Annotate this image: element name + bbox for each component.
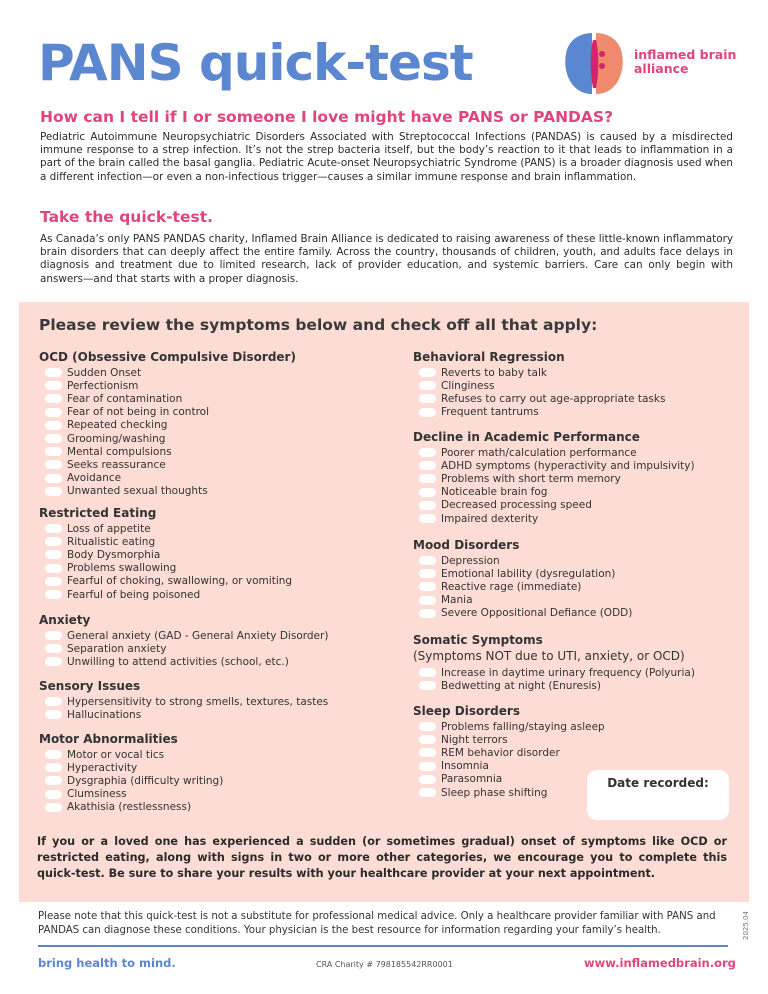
- group-title: Restricted Eating: [39, 506, 157, 520]
- symptom-label: Parasomnia: [441, 773, 503, 786]
- symptom-label: Hallucinations: [67, 708, 142, 721]
- symptom-label: Avoidance: [67, 472, 122, 485]
- symptom-label: Depression: [441, 554, 500, 567]
- website-url: www.inflamedbrain.org: [584, 956, 736, 970]
- symptom-label: Decreased processing speed: [441, 499, 592, 512]
- symptom-item[interactable]: [39, 379, 296, 392]
- symptom-group-anxiety: [39, 613, 328, 669]
- tagline: bring health to mind.: [38, 956, 176, 970]
- symptom-checkbox[interactable]: [45, 550, 62, 559]
- symptom-item[interactable]: [413, 366, 665, 379]
- symptom-item[interactable]: [413, 720, 605, 733]
- checklist-instruction: Please review the symptoms below and check off all that apply:: [39, 316, 598, 334]
- symptom-label: Sudden Onset: [67, 366, 142, 379]
- symptom-item[interactable]: [413, 607, 632, 620]
- symptom-checkbox[interactable]: [419, 609, 436, 618]
- symptom-checkbox[interactable]: [419, 394, 436, 403]
- intro-paragraph: Pediatric Autoimmune Neuropsychiatric Disorders Associated with Streptococcal Infections (PANDAS) is caused by a misdirected immune response to a strep infection. It’s not the strep bacteria itself, but the body’s reaction to it that leads to inflammation in a part of the brain called the basal ganglia. Pediatric Acute-onset Neuropsychiatric Syndrome (PANS) is a broader diagnosis used when a different infection—or even a non-infectious trigger—causes a similar immune response and brain inflammation.: [40, 131, 733, 183]
- symptom-label: Sleep phase shifting: [441, 786, 548, 799]
- symptom-label: Seeks reassurance: [67, 458, 166, 471]
- symptom-label: Fearful of being poisoned: [67, 588, 201, 601]
- symptom-item[interactable]: [39, 655, 328, 668]
- symptom-label: Perfectionism: [67, 379, 139, 392]
- logo: [562, 30, 742, 96]
- symptom-checkbox[interactable]: [45, 434, 62, 443]
- symptom-item[interactable]: [413, 594, 632, 607]
- symptom-checkbox[interactable]: [419, 668, 436, 677]
- symptom-label: Repeated checking: [67, 419, 168, 432]
- symptom-label: Hyperactivity: [67, 761, 138, 774]
- symptom-checkbox[interactable]: [45, 447, 62, 456]
- symptom-item[interactable]: [39, 445, 296, 458]
- symptom-label: Mental compulsions: [67, 445, 172, 458]
- symptom-label: Fear of contamination: [67, 392, 183, 405]
- symptom-item[interactable]: [413, 760, 605, 773]
- symptom-checkbox[interactable]: [45, 564, 62, 573]
- symptom-checkbox[interactable]: [419, 596, 436, 605]
- symptom-item[interactable]: [413, 679, 695, 692]
- symptom-group-sleep-disorders: [413, 704, 605, 799]
- symptom-label: Reactive rage (immediate): [441, 580, 582, 593]
- charity-number: CRA Charity # 798185542RR0001: [316, 960, 453, 969]
- symptom-group-ocd: [39, 350, 296, 498]
- date-recorded-label: Date recorded:: [607, 776, 709, 790]
- symptom-item[interactable]: [413, 459, 695, 472]
- intro-question: How can I tell if I or someone I love might have PANS or PANDAS?: [40, 108, 614, 126]
- footer-divider: [38, 945, 728, 947]
- symptom-item[interactable]: [413, 499, 695, 512]
- symptom-item[interactable]: [39, 695, 328, 708]
- symptom-item[interactable]: [413, 580, 632, 593]
- symptom-checkbox[interactable]: [45, 577, 62, 586]
- symptom-label: General anxiety (GAD - General Anxiety Disorder): [67, 629, 329, 642]
- symptom-item[interactable]: [39, 642, 328, 655]
- symptom-checkbox[interactable]: [45, 381, 62, 390]
- symptom-checkbox[interactable]: [45, 697, 62, 706]
- group-title: Motor Abnormalities: [39, 732, 178, 746]
- symptom-checkbox[interactable]: [45, 790, 62, 799]
- symptom-item[interactable]: [39, 761, 223, 774]
- symptom-checkbox[interactable]: [419, 501, 436, 510]
- symptom-label: Fearful of choking, swallowing, or vomiting: [67, 575, 293, 588]
- logo-text-line2: alliance: [634, 61, 689, 76]
- symptom-checkbox[interactable]: [419, 762, 436, 771]
- symptom-group-decline-in-academic-performance: [413, 430, 695, 525]
- symptom-checkbox[interactable]: [419, 474, 436, 483]
- symptom-label: Hypersensitivity to strong smells, textures, tastes: [67, 695, 329, 708]
- symptom-item[interactable]: [39, 788, 223, 801]
- symptom-checkbox[interactable]: [45, 474, 62, 483]
- symptom-checklist-panel: [19, 302, 749, 902]
- symptom-label: REM behavior disorder: [441, 746, 560, 759]
- date-recorded-field[interactable]: [587, 770, 729, 820]
- symptom-checkbox[interactable]: [419, 488, 436, 497]
- symptom-item[interactable]: [39, 629, 328, 642]
- symptom-checkbox[interactable]: [419, 448, 436, 457]
- symptom-item[interactable]: [413, 392, 665, 405]
- symptom-label: Clinginess: [441, 379, 495, 392]
- symptom-label: ADHD symptoms (hyperactivity and impulsivity): [441, 459, 695, 472]
- symptom-item[interactable]: [39, 748, 223, 761]
- symptom-checkbox[interactable]: [45, 590, 62, 599]
- symptom-label: Problems falling/staying asleep: [441, 720, 605, 733]
- symptom-checkbox[interactable]: [45, 631, 62, 640]
- symptom-item[interactable]: [39, 535, 292, 548]
- symptom-item[interactable]: [39, 548, 292, 561]
- quicktest-heading: Take the quick-test.: [40, 208, 214, 226]
- symptom-item[interactable]: [413, 512, 695, 525]
- symptom-label: Emotional lability (dysregulation): [441, 567, 616, 580]
- symptom-label: Loss of appetite: [67, 522, 151, 535]
- symptom-label: Noticeable brain fog: [441, 486, 548, 499]
- symptom-checkbox[interactable]: [419, 514, 436, 523]
- closing-statement: If you or a loved one has experienced a sudden (or sometimes gradual) onset of symptoms like OCD or restricted eating, along with signs in two or more other categories, we encourage you to complete this quick-test. Be sure to share your results with your healthcare provider at your next appointment.: [37, 835, 727, 880]
- symptom-checkbox[interactable]: [45, 763, 62, 772]
- symptom-checkbox[interactable]: [45, 750, 62, 759]
- symptom-checkbox[interactable]: [419, 408, 436, 417]
- symptom-checkbox[interactable]: [419, 775, 436, 784]
- symptom-label: Clumsiness: [67, 788, 127, 801]
- symptom-item[interactable]: [39, 419, 296, 432]
- symptom-item[interactable]: [413, 666, 695, 679]
- group-title: Behavioral Regression: [413, 350, 565, 364]
- symptom-item[interactable]: [39, 406, 296, 419]
- symptom-checkbox[interactable]: [45, 421, 62, 430]
- symptom-checkbox[interactable]: [419, 788, 436, 797]
- symptom-item[interactable]: [413, 472, 695, 485]
- symptom-item[interactable]: [413, 733, 605, 746]
- symptom-checkbox[interactable]: [419, 582, 436, 591]
- symptom-label: Unwanted sexual thoughts: [67, 485, 208, 498]
- group-title: Anxiety: [39, 613, 91, 627]
- symptom-label: Separation anxiety: [67, 642, 167, 655]
- symptom-item[interactable]: [413, 773, 605, 786]
- symptom-item[interactable]: [413, 446, 695, 459]
- symptom-checkbox[interactable]: [45, 368, 62, 377]
- symptom-item[interactable]: [39, 392, 296, 405]
- symptom-group-behavioral-regression: [413, 350, 665, 419]
- symptom-checkbox[interactable]: [45, 644, 62, 653]
- symptom-item[interactable]: [413, 746, 605, 759]
- symptom-label: Fear of not being in control: [67, 406, 210, 419]
- symptom-label: Grooming/washing: [67, 432, 166, 445]
- symptom-checkbox[interactable]: [419, 681, 436, 690]
- symptom-label: Poorer math/calculation performance: [441, 446, 637, 459]
- version-code: 2025.04: [742, 911, 750, 940]
- symptom-checkbox[interactable]: [45, 537, 62, 546]
- symptom-item[interactable]: [413, 554, 632, 567]
- symptom-item[interactable]: [39, 774, 223, 787]
- symptom-group-somatic-symptoms: [413, 633, 695, 692]
- symptom-checkbox[interactable]: [419, 556, 436, 565]
- symptom-label: Ritualistic eating: [67, 535, 156, 548]
- symptom-label: Refuses to carry out age-appropriate tasks: [441, 392, 666, 405]
- symptom-item[interactable]: [413, 786, 605, 799]
- symptom-item[interactable]: [39, 801, 223, 814]
- symptom-group-restricted-eating: [39, 506, 292, 601]
- symptom-item[interactable]: [413, 406, 665, 419]
- symptom-checkbox[interactable]: [419, 381, 436, 390]
- symptom-item[interactable]: [413, 379, 665, 392]
- symptom-label: Insomnia: [441, 760, 489, 773]
- symptom-checkbox[interactable]: [45, 487, 62, 496]
- group-title: OCD (Obsessive Compulsive Disorder): [39, 350, 296, 364]
- symptom-label: Body Dysmorphia: [67, 548, 161, 561]
- logo-text-line1: inflamed brain: [634, 47, 737, 62]
- symptom-item[interactable]: [39, 708, 328, 721]
- group-title: Sensory Issues: [39, 679, 141, 693]
- symptom-item[interactable]: [39, 575, 292, 588]
- symptom-label: Unwilling to attend activities (school, etc.): [67, 655, 289, 668]
- symptom-item[interactable]: [39, 432, 296, 445]
- brain-logo-icon: [562, 30, 626, 96]
- symptom-item[interactable]: [39, 522, 292, 535]
- symptom-checkbox[interactable]: [419, 368, 436, 377]
- symptom-label: Dysgraphia (difficulty writing): [67, 774, 224, 787]
- symptom-group-motor-abnormalities: [39, 732, 223, 814]
- symptom-label: Reverts to baby talk: [441, 366, 547, 379]
- group-title: Mood Disorders: [413, 538, 520, 552]
- symptom-checkbox[interactable]: [45, 803, 62, 812]
- symptom-checkbox[interactable]: [419, 735, 436, 744]
- symptom-checkbox[interactable]: [419, 722, 436, 731]
- symptom-group-mood-disorders: [413, 538, 632, 620]
- disclaimer: Please note that this quick-test is not a substitute for professional medical advice. Only a healthcare provider familiar with PANS and PANDAS can diagnose these conditions. Your physician is the best resource for information regarding your family’s health.: [38, 911, 716, 936]
- symptom-checkbox[interactable]: [419, 748, 436, 757]
- symptom-item[interactable]: [413, 486, 695, 499]
- symptom-item[interactable]: [39, 472, 296, 485]
- symptom-label: Motor or vocal tics: [67, 748, 165, 761]
- symptom-label: Mania: [441, 594, 473, 607]
- quicktest-paragraph: As Canada’s only PANS PANDAS charity, Inflamed Brain Alliance is dedicated to raising awareness of these little-known inflammatory brain disorders that can deeply affect the entire family. Across the country, thousands of children, youth, and adults face delays in diagnosis and treatment due to limited research, lack of provider education, and systemic barriers. Care can only begin with answers—and that starts with a proper diagnosis.: [40, 233, 733, 285]
- symptom-checkbox[interactable]: [45, 460, 62, 469]
- symptom-label: Akathisia (restlessness): [67, 801, 192, 814]
- symptom-label: Bedwetting at night (Enuresis): [441, 679, 601, 692]
- symptom-label: Impaired dexterity: [441, 512, 539, 525]
- symptom-label: Problems swallowing: [67, 562, 177, 575]
- symptom-label: Increase in daytime urinary frequency (Polyuria): [441, 666, 695, 679]
- symptom-item[interactable]: [39, 588, 292, 601]
- symptom-item[interactable]: [39, 366, 296, 379]
- symptom-item[interactable]: [413, 567, 632, 580]
- logo-text: [634, 48, 736, 76]
- symptom-checkbox[interactable]: [45, 524, 62, 533]
- symptom-checkbox[interactable]: [45, 394, 62, 403]
- symptom-checkbox[interactable]: [419, 569, 436, 578]
- group-title: Decline in Academic Performance: [413, 430, 640, 444]
- symptom-item[interactable]: [39, 562, 292, 575]
- page-title: PANS quick-test: [38, 34, 473, 92]
- symptom-checkbox[interactable]: [45, 776, 62, 785]
- group-title: Sleep Disorders: [413, 704, 520, 718]
- symptom-item[interactable]: [39, 458, 296, 471]
- symptom-item[interactable]: [39, 485, 296, 498]
- symptom-checkbox[interactable]: [45, 408, 62, 417]
- symptom-checkbox[interactable]: [45, 657, 62, 666]
- symptom-label: Problems with short term memory: [441, 472, 621, 485]
- symptom-checkbox[interactable]: [419, 461, 436, 470]
- symptom-label: Severe Oppositional Defiance (ODD): [441, 607, 633, 620]
- symptom-label: Frequent tantrums: [441, 406, 539, 419]
- group-title: Somatic Symptoms: [413, 633, 543, 647]
- symptom-checkbox[interactable]: [45, 710, 62, 719]
- group-subtitle: (Symptoms NOT due to UTI, anxiety, or OCD): [413, 649, 685, 663]
- symptom-label: Night terrors: [441, 733, 508, 746]
- symptom-group-sensory-issues: [39, 679, 328, 721]
